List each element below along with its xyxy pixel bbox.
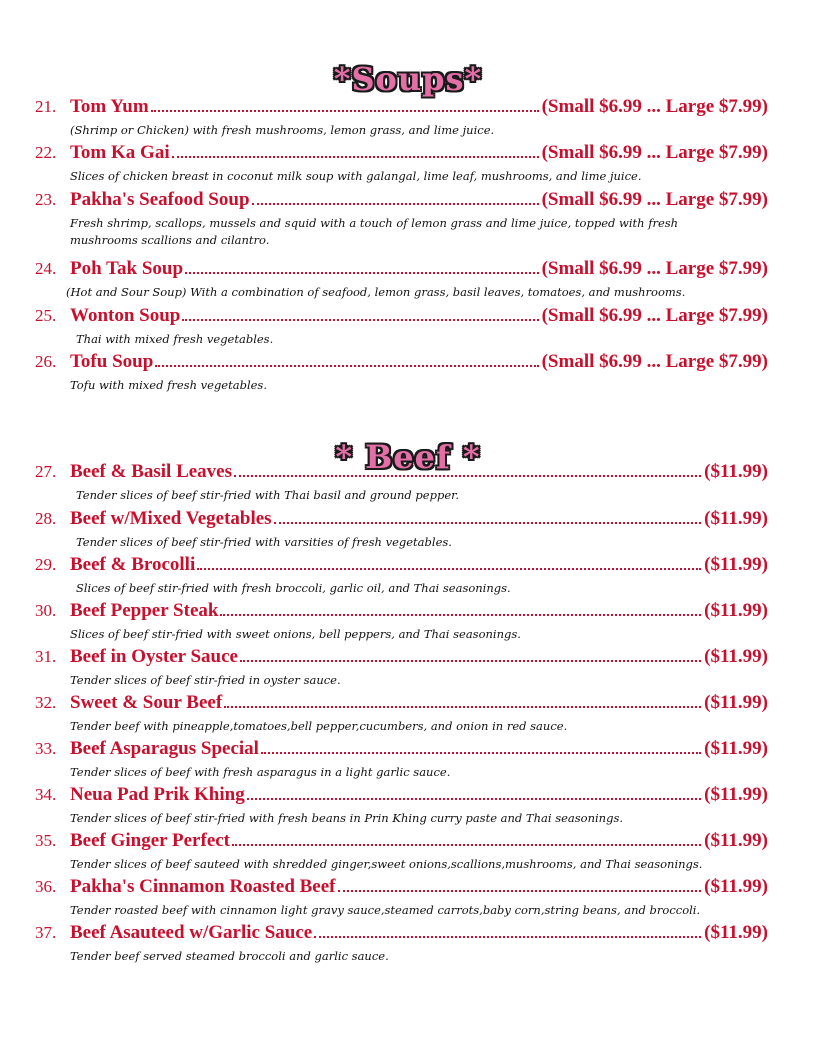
item-number: 30. <box>35 601 57 620</box>
soups-section-title <box>0 60 816 98</box>
soups-title-text: Soups <box>351 60 465 98</box>
item-number: 36. <box>35 877 57 896</box>
dot-leader <box>182 307 538 321</box>
item-price: ($11.99) <box>704 646 768 667</box>
star-icon: * <box>462 438 481 476</box>
item-description: Tender roasted beef with cinnamon light gravy sauce,steamed carrots,baby corn,string beans, and broccoli. <box>70 903 701 917</box>
star-icon: * <box>335 438 354 476</box>
item-description: (Shrimp or Chicken) with fresh mushrooms, lemon grass, and lime juice. <box>70 123 495 137</box>
item-name: Beef & Brocolli <box>70 554 196 575</box>
item-name: Tofu Soup <box>70 351 154 372</box>
item-price: (Small $6.99 ... Large $7.99) <box>541 258 768 279</box>
item-name: Poh Tak Soup <box>70 258 184 279</box>
item-number: 21. <box>35 97 57 116</box>
item-number: 26. <box>35 352 57 371</box>
item-price: ($11.99) <box>704 508 768 529</box>
dot-leader <box>314 924 701 938</box>
item-name: Neua Pad Prik Khing <box>70 784 245 805</box>
star-icon: * <box>464 60 483 98</box>
item-description: Tender beef served steamed broccoli and garlic sauce. <box>70 949 389 963</box>
dot-leader <box>247 786 701 800</box>
item-name: Beef & Basil Leaves <box>70 461 233 482</box>
dot-leader <box>151 98 539 112</box>
item-description: Thai with mixed fresh vegetables. <box>76 332 274 346</box>
item-description: Tender slices of beef stir-fried in oyster sauce. <box>70 673 341 687</box>
dot-leader <box>197 556 701 570</box>
item-description: Tender slices of beef stir-fried with varsities of fresh vegetables. <box>76 535 452 549</box>
item-number: 24. <box>35 259 57 278</box>
item-description: Tender slices of beef with fresh asparagus in a light garlic sauce. <box>70 765 451 779</box>
item-number: 31. <box>35 647 57 666</box>
item-price: (Small $6.99 ... Large $7.99) <box>541 142 768 163</box>
item-price: ($11.99) <box>704 738 768 759</box>
item-number: 37. <box>35 923 57 942</box>
item-name: Beef Ginger Perfect <box>70 830 231 851</box>
item-name: Pakha's Cinnamon Roasted Beef <box>70 876 336 897</box>
item-price: ($11.99) <box>704 600 768 621</box>
item-number: 23. <box>35 190 57 209</box>
item-number: 25. <box>35 306 57 325</box>
item-number: 32. <box>35 693 57 712</box>
dot-leader <box>185 260 539 274</box>
item-number: 28. <box>35 509 57 528</box>
item-description: Tender beef with pineapple,tomatoes,bell pepper,cucumbers, and onion in red sauce. <box>70 719 568 733</box>
dot-leader <box>172 144 539 158</box>
dot-leader <box>274 510 702 524</box>
dot-leader <box>240 648 701 662</box>
item-number: 22. <box>35 143 57 162</box>
dot-leader <box>261 740 701 754</box>
dot-leader <box>338 878 702 892</box>
item-number: 29. <box>35 555 57 574</box>
item-name: Beef in Oyster Sauce <box>70 646 238 667</box>
item-description: Tender slices of beef stir-fried with fresh beans in Prin Khing curry paste and Thai seasonings. <box>70 811 623 825</box>
item-name: Sweet & Sour Beef <box>70 692 223 713</box>
item-number: 34. <box>35 785 57 804</box>
item-name: Tom Yum <box>70 96 149 117</box>
dot-leader <box>232 832 701 846</box>
item-price: (Small $6.99 ... Large $7.99) <box>541 189 768 210</box>
star-icon: * <box>333 60 352 98</box>
item-price: (Small $6.99 ... Large $7.99) <box>541 96 768 117</box>
item-price: (Small $6.99 ... Large $7.99) <box>541 305 768 326</box>
item-name: Beef Pepper Steak <box>70 600 219 621</box>
item-description: Tofu with mixed fresh vegetables. <box>70 378 267 392</box>
item-price: ($11.99) <box>704 784 768 805</box>
item-price: ($11.99) <box>704 461 768 482</box>
item-price: ($11.99) <box>704 922 768 943</box>
item-price: ($11.99) <box>704 554 768 575</box>
item-description: Fresh shrimp, scallops, mussels and squid with a touch of lemon grass and lime juice, topped with fresh mushrooms scallions and cilantro. <box>70 216 679 247</box>
item-number: 27. <box>35 462 57 481</box>
item-number: 35. <box>35 831 57 850</box>
beef-title-text: Beef <box>365 438 451 476</box>
item-number: 33. <box>35 739 57 758</box>
dot-leader <box>155 353 538 367</box>
item-description: Slices of beef stir-fried with fresh broccoli, garlic oil, and Thai seasonings. <box>76 581 511 595</box>
item-name: Beef Asauteed w/Garlic Sauce <box>70 922 313 943</box>
dot-leader <box>224 694 701 708</box>
item-price: (Small $6.99 ... Large $7.99) <box>541 351 768 372</box>
item-name: Pakha's Seafood Soup <box>70 189 250 210</box>
item-description: Tender slices of beef stir-fried with Thai basil and ground pepper. <box>76 488 460 502</box>
item-description: Slices of beef stir-fried with sweet onions, bell peppers, and Thai seasonings. <box>70 627 521 641</box>
item-description: Slices of chicken breast in coconut milk soup with galangal, lime leaf, mushrooms, and lime juice. <box>70 169 642 183</box>
item-name: Tom Ka Gai <box>70 142 170 163</box>
item-price: ($11.99) <box>704 876 768 897</box>
dot-leader <box>252 191 539 205</box>
item-name: Beef Asparagus Special <box>70 738 259 759</box>
item-name: Beef w/Mixed Vegetables <box>70 508 272 529</box>
item-description: Tender slices of beef sauteed with shredded ginger,sweet onions,scallions,mushrooms, and Thai seasonings. <box>70 857 703 871</box>
item-name: Wonton Soup <box>70 305 181 326</box>
item-price: ($11.99) <box>704 830 768 851</box>
dot-leader <box>220 602 701 616</box>
dot-leader <box>234 463 701 477</box>
item-price: ($11.99) <box>704 692 768 713</box>
item-description: (Hot and Sour Soup) With a combination of seafood, lemon grass, basil leaves, tomatoes, and mushrooms. <box>66 285 686 299</box>
